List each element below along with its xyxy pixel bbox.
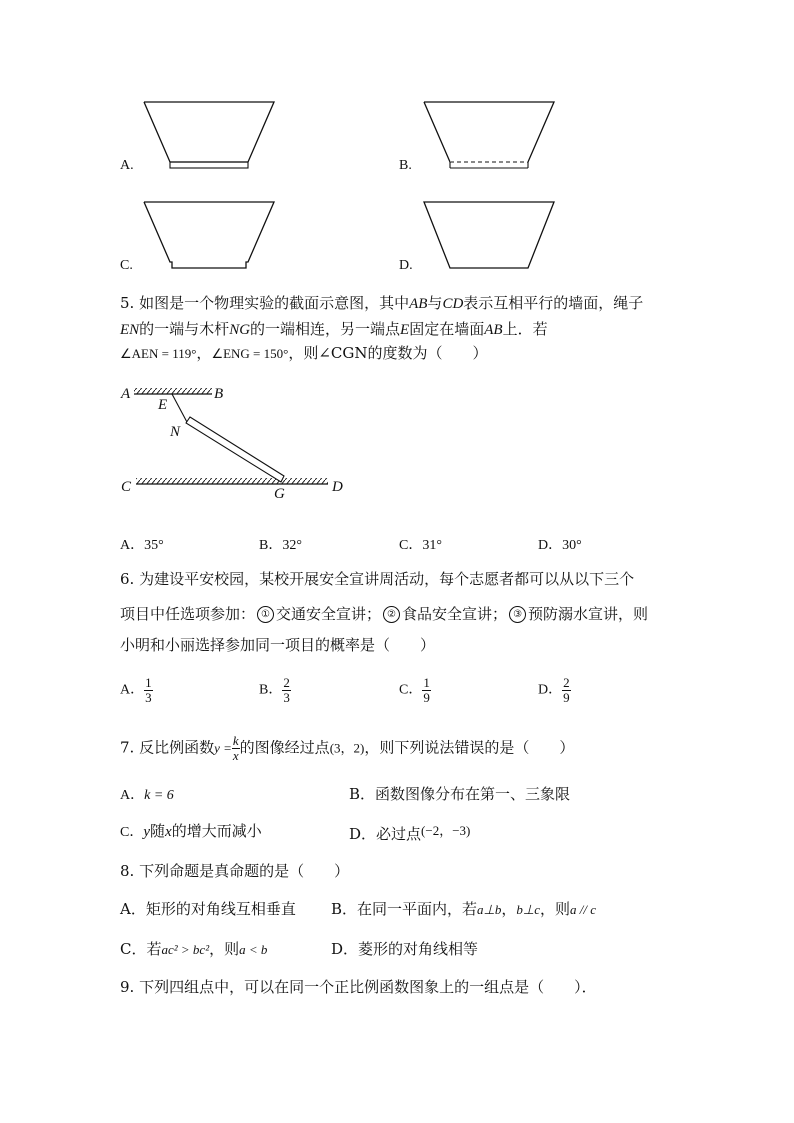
q5-text: ， [196,344,212,362]
q7-text: ，则下列说法错误的是（ ） [364,738,575,757]
q6-stem-line2 [120,606,648,623]
math-en: EN [120,322,140,338]
denominator: 9 [423,689,430,705]
fraction [422,676,431,704]
q7-stem [120,734,574,762]
fig-label-a: A [121,386,131,402]
math-a-parallel-c: a // c [570,902,596,917]
fraction [562,676,571,704]
math-cd: CD [442,296,464,312]
option-letter: A． [120,788,145,803]
q8-option-c[interactable] [120,942,267,957]
math-a-less-b: a < b [239,942,268,957]
circled-one-icon: ① [257,606,274,623]
q6-option-c[interactable] [399,676,431,704]
math-ab: AB [409,296,428,312]
option-letter: D． [538,682,563,698]
q6-text: 项目中任选项参加： [120,605,256,623]
numerator: 1 [423,675,430,690]
q7-text: 随 [150,822,166,840]
fig-label-b: B [214,386,224,402]
denominator: x [232,747,239,763]
math-e: E [400,322,410,338]
option-letter: C． [120,825,144,840]
q9-stem: 9. 下列四组点中，可以在同一个正比例函数图象上的一组点是（ ）． [120,978,597,996]
q4-option-d-label: D. [399,258,413,273]
q7-text: 7. 反比例函数 [120,738,215,757]
q7-option-d[interactable] [349,824,470,842]
math-inequality: ac² > bc² [161,942,210,957]
numerator: k [232,733,239,748]
q6-text: 交通安全宣讲； [276,605,382,623]
math-a-perp-b: a⊥b [477,902,502,917]
q6-text: 预防溺水宣讲，则 [528,605,649,623]
q7-option-a[interactable] [120,787,174,803]
q5-text: 5. 如图是一个物理实验的截面示意图，其中 [120,294,410,312]
q6-option-d[interactable] [538,676,571,704]
q5-text: 的一端与木杆 [139,320,230,338]
q6-option-a[interactable] [120,676,153,704]
math-angle-aen: ∠AEN = 119° [120,346,197,361]
math-ng: NG [229,322,251,338]
math-k-equals: k = 6 [144,788,174,803]
q8-option-d[interactable]: D．菱形的对角线相等 [331,940,479,958]
fraction [144,676,153,704]
option-letter: A． [120,682,145,698]
q6-option-b[interactable] [259,676,291,704]
q8-text: ，则 [209,940,240,958]
q5-text: 与 [427,294,443,312]
math-y: y [143,824,151,840]
q6-text: 食品安全宣讲； [402,605,508,623]
denominator: 9 [563,689,570,705]
fraction [282,676,291,704]
q5-text: 上．若 [502,320,548,338]
q4-option-a-label: A. [120,158,134,173]
q7-option-b[interactable]: B．函数图像分布在第一、三象限 [349,785,571,803]
q8-option-a[interactable]: A．矩形的对角线互相垂直 [120,900,296,918]
math-x: x [165,824,172,840]
q8-text: ，则 [539,900,570,918]
q4-option-b-label: B. [399,158,412,173]
fraction-k-over-x [232,734,240,762]
fig-label-e: E [158,397,168,413]
numerator: 2 [283,675,290,690]
q8-text: B．在同一平面内，若 [331,900,478,918]
math-point: (−2，−3) [421,823,471,838]
q8-stem: 8. 下列命题是真命题的是（ ） [120,862,350,880]
q4-option-c-label: C. [120,258,133,273]
math-b-perp-c: b⊥c [516,902,540,917]
q5-text: 的一端相连，另一端点 [250,320,401,338]
numerator: 2 [563,675,570,690]
q8-option-b[interactable] [331,902,596,917]
q5-option-b[interactable]: B．32° [259,538,302,553]
q8-text: ， [501,900,517,918]
denominator: 3 [145,689,152,705]
q5-option-a[interactable]: A．35° [120,538,164,553]
q5-option-d[interactable]: D．30° [538,538,582,553]
q7-text: 的图像经过点 [239,738,330,757]
math-point: (3，2) [329,740,365,756]
option-letter: C． [399,682,423,698]
q5-text: ，则∠CGN的度数为（ ） [288,344,488,362]
math-ab: AB [484,322,503,338]
denominator: 3 [283,689,290,705]
q6-stem-line3: 小明和小丽选择参加同一项目的概率是（ ） [120,636,436,654]
fig-label-d: D [332,479,343,495]
q5-text: 固定在墙面 [409,320,485,338]
q5-diagram [0,0,794,520]
math-angle-eng: ∠ENG = 150° [211,346,289,361]
circled-three-icon: ③ [509,606,526,623]
numerator: 1 [145,675,152,690]
q5-text: 表示互相平行的墙面，绳子 [463,294,644,312]
q6-stem-line1: 6. 为建设平安校园，某校开展安全宣讲周活动，每个志愿者都可以从以下三个 [120,570,635,588]
fig-label-g: G [274,486,285,502]
circled-two-icon: ② [383,606,400,623]
fig-label-c: C [121,479,132,495]
q5-option-c[interactable]: C．31° [399,538,442,553]
option-letter: B． [259,682,283,698]
fig-label-n: N [170,424,181,440]
math-y-equals: y = [214,740,232,756]
q8-text: C．若 [120,940,162,958]
q7-text: 的增大而减小 [171,822,262,840]
q7-text: D．必过点 [349,825,422,843]
q7-option-c[interactable] [120,824,262,840]
